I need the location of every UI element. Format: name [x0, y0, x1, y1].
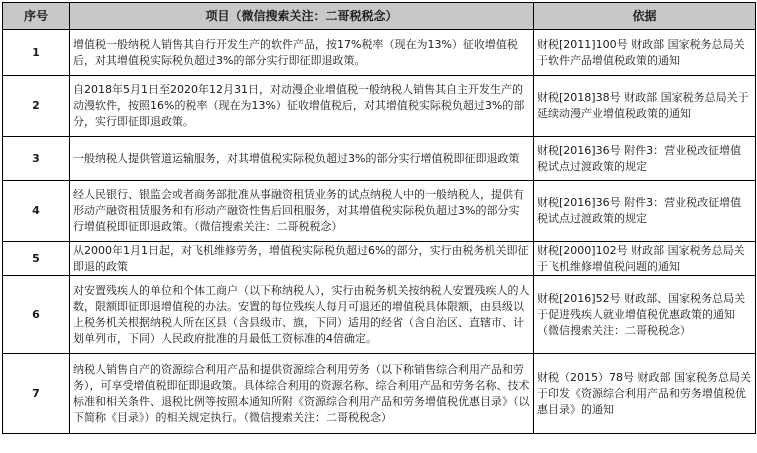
item-cell: 自2018年5月1日至2020年12月31日，对动漫企业增值税一般纳税人销售其自主开发生产的动漫软件，按照16%的税率（现在为13%）征收增值税后，对其增值税实际税负超过3%的部分，实行即征即退政策。	[70, 76, 534, 137]
header-basis: 依据	[534, 3, 756, 30]
row-number: 5	[3, 242, 70, 276]
basis-cell: 财税（2015）78号 财政部 国家税务总局关于印发《资源综合利用产品和劳务增值税优惠目录》的通知	[534, 354, 756, 434]
row-number: 1	[3, 30, 70, 76]
table-row	[3, 30, 756, 76]
item-cell: 一般纳税人提供管道运输服务，对其增值税实际税负超过3%的部分实行增值税即征即退政策	[70, 137, 534, 181]
item-cell: 增值税一般纳税人销售其自行开发生产的软件产品，按17%税率（现在为13%）征收增值税后，对其增值税实际税负超过3%的部分实行即征即退政策。	[70, 30, 534, 76]
item-cell: 对安置残疾人的单位和个体工商户（以下称纳税人），实行由税务机关按纳税人安置残疾人的人数，限额即征即退增值税的办法。安置的每位残疾人每月可退还的增值税具体限额，由县级以上税务机关根据纳税人所在区县（含县级市、旗，下同）适用的经省（含自治区、直辖市、计划单列市，下同）人民政府批准的月最低工资标准的4倍确定。	[70, 276, 534, 354]
item-cell: 经人民银行、银监会或者商务部批准从事融资租赁业务的试点纳税人中的一般纳税人，提供有形动产融资租赁服务和有形动产融资性售后回租服务，对其增值税实际税负超过3%的部分实行增值税即征即退政策。（微信搜索关注：二哥税税念）	[70, 181, 534, 242]
row-number: 4	[3, 181, 70, 242]
table-row	[3, 76, 756, 137]
item-cell: 纳税人销售自产的资源综合利用产品和提供资源综合利用劳务（以下称销售综合利用产品和劳务），可享受增值税即征即退政策。具体综合利用的资源名称、综合利用产品和劳务名称、技术标准和相关条件、退税比例等按照本通知所附《资源综合利用产品和劳务增值税优惠目录》（以下简称《目录》）的相关规定执行。（微信搜索关注：二哥税税念）	[70, 354, 534, 434]
header-no: 序号	[3, 3, 70, 30]
policy-table	[2, 2, 756, 434]
table-row	[3, 242, 756, 276]
basis-cell: 财税[2016]36号 附件3：营业税改征增值税试点过渡政策的规定	[534, 181, 756, 242]
basis-cell: 财税[2000]102号 财政部 国家税务总局关于飞机维修增值税问题的通知	[534, 242, 756, 276]
row-number: 7	[3, 354, 70, 434]
table-row	[3, 276, 756, 354]
header-item: 项目（微信搜索关注：二哥税税念）	[70, 3, 534, 30]
basis-cell: 财税[2016]52号 财政部、国家税务总局关于促进残疾人就业增值税优惠政策的通知 （微信搜索关注：二哥税税念）	[534, 276, 756, 354]
basis-cell: 财税[2011]100号 财政部 国家税务总局关于软件产品增值税政策的通知	[534, 30, 756, 76]
basis-cell: 财税[2016]36号 附件3：营业税改征增值税试点过渡政策的规定	[534, 137, 756, 181]
table-row	[3, 137, 756, 181]
header-row	[3, 3, 756, 30]
row-number: 6	[3, 276, 70, 354]
row-number: 2	[3, 76, 70, 137]
row-number: 3	[3, 137, 70, 181]
table-row	[3, 354, 756, 434]
item-cell: 从2000年1月1日起，对飞机维修劳务，增值税实际税负超过6%的部分，实行由税务机关即征即退的政策	[70, 242, 534, 276]
table-row	[3, 181, 756, 242]
basis-cell: 财税[2018]38号 财政部 国家税务总局关于延续动漫产业增值税政策的通知	[534, 76, 756, 137]
